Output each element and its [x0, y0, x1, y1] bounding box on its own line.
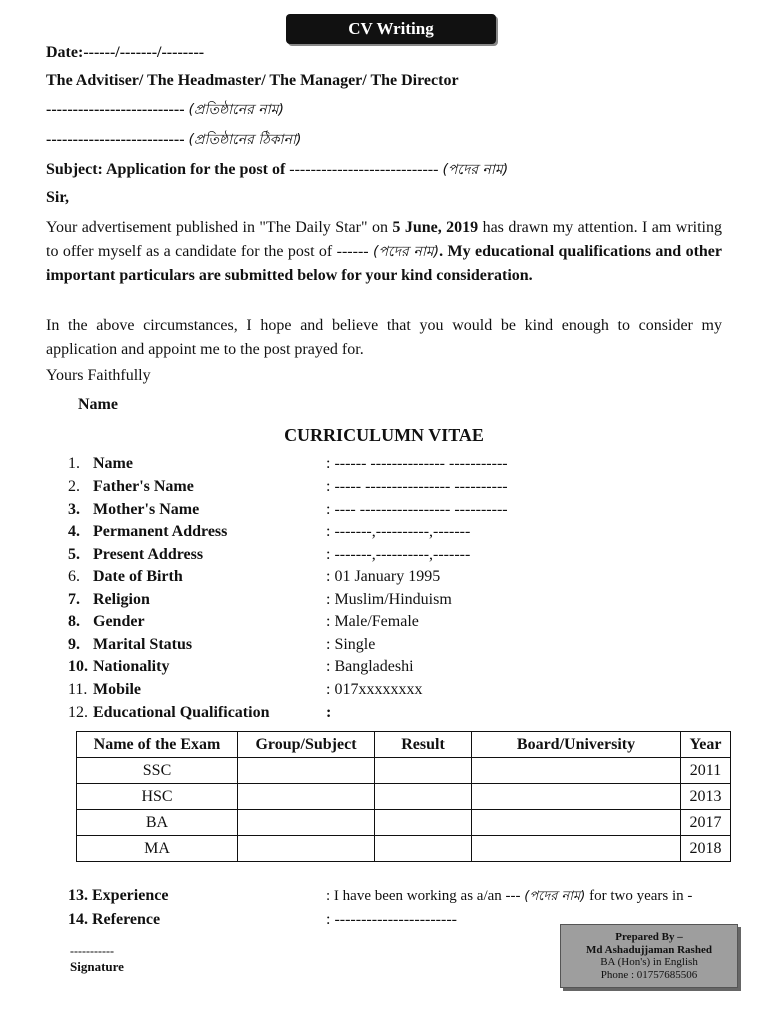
cell-exam: BA	[77, 810, 238, 836]
cv-item-num: 4.	[68, 523, 80, 540]
address-line	[46, 128, 302, 152]
cell-result	[375, 836, 472, 862]
cv-item	[68, 658, 414, 676]
cv-item	[68, 636, 376, 654]
cv-item-label: Educational Qualification	[93, 704, 270, 721]
cell-result	[375, 784, 472, 810]
cv-item-num: 10.	[68, 658, 88, 675]
cv-item-label: Name	[93, 455, 133, 472]
cv-item	[68, 704, 332, 722]
signature-line: -----------	[70, 944, 114, 958]
education-table	[76, 731, 731, 862]
cv-item-num: 7.	[68, 591, 80, 608]
cv-item-num: 12.	[68, 704, 88, 721]
cv-item	[68, 478, 508, 496]
cv-item-num: 1.	[68, 455, 80, 472]
cell-group	[238, 836, 375, 862]
cv-item-label: Nationality	[93, 658, 170, 675]
cv-item-label: Mother's Name	[93, 501, 200, 518]
cv-item-value: : 017xxxxxxxx	[326, 681, 423, 698]
cell-result	[375, 758, 472, 784]
cv-item-num: 3.	[68, 501, 80, 518]
para1-part-b: has drawn my attention. I am writing to offer myself as a candidate for the post of ------	[46, 219, 722, 260]
cv-item-value: : -------,----------,-------	[326, 523, 471, 540]
paragraph-1	[46, 216, 722, 288]
cv-item-num: 11.	[68, 681, 88, 698]
date-line: Date:------/-------/--------	[46, 44, 205, 61]
address-dashes: --------------------------	[46, 131, 185, 148]
prepared-by-box	[560, 924, 738, 988]
cell-result	[375, 810, 472, 836]
cell-year: 2017	[681, 810, 731, 836]
experience-value-a: : I have been working as a/an ---	[326, 888, 525, 904]
cv-item	[68, 681, 423, 699]
cv-item-value: :	[326, 704, 332, 721]
signature-label: Signature	[70, 959, 124, 974]
subject-line	[46, 158, 508, 182]
address-hint: (প্রতিষ্ঠানের ঠিকানা)	[188, 132, 302, 148]
col-board: Board/University	[472, 732, 681, 758]
cell-year: 2013	[681, 784, 731, 810]
para1-date: 5 June, 2019	[392, 219, 479, 236]
subject-hint: (পদের নাম)	[442, 162, 509, 178]
paragraph-2: In the above circumstances, I hope and believe that you would be kind enough to consider my application and appoint me to the post prayed for.	[46, 317, 722, 358]
cell-board	[472, 810, 681, 836]
col-year: Year	[681, 732, 731, 758]
subject-label: Subject: Application for the post of	[46, 161, 286, 178]
experience-hint: (পদের নাম)	[524, 889, 586, 904]
cell-group	[238, 784, 375, 810]
table-row	[77, 810, 731, 836]
cv-item-value: : Single	[326, 636, 376, 653]
cv-item-num: 6.	[68, 568, 80, 585]
prepared-by-title: Prepared By –	[615, 931, 683, 943]
cv-item	[68, 613, 419, 631]
cv-item-num: 2.	[68, 478, 80, 495]
cell-group	[238, 810, 375, 836]
institution-line	[46, 98, 284, 122]
cv-item	[68, 546, 471, 564]
para1-part-c: . My educational qualifications and other important particulars are submitted below for your kind consideration.	[46, 242, 723, 284]
cv-item	[68, 523, 471, 541]
cv-item-value: : ----- ---------------- ----------	[326, 478, 508, 495]
closing: Yours Faithfully	[46, 367, 151, 384]
subject-dashes: ----------------------------	[285, 161, 439, 178]
cv-item-label: Marital Status	[93, 636, 193, 653]
cv-title: CURRICULUMN VITAE	[284, 425, 484, 445]
cv-item-num: 9.	[68, 636, 80, 653]
cell-year: 2018	[681, 836, 731, 862]
cv-item	[68, 455, 508, 473]
cell-board	[472, 758, 681, 784]
cv-item-label: Religion	[93, 591, 150, 608]
salutation: Sir,	[46, 189, 69, 206]
cv-item-value: : -------,----------,-------	[326, 546, 471, 563]
experience-value	[326, 887, 692, 908]
cv-item-num: 5.	[68, 546, 80, 563]
name-label: Name	[78, 396, 118, 413]
cv-item-label: Father's Name	[93, 478, 194, 495]
experience-row	[68, 887, 693, 905]
para1-part-a: Your advertisement published in "The Daily Star" on	[46, 219, 393, 236]
cv-item-label: Date of Birth	[93, 568, 183, 585]
prepared-by-phone: Phone : 01757685506	[600, 968, 698, 981]
col-exam: Name of the Exam	[77, 732, 238, 758]
cell-board	[472, 784, 681, 810]
prepared-by-name: Md Ashadujjaman Rashed	[586, 943, 712, 956]
cv-item-value: : 01 January 1995	[326, 568, 441, 585]
cv-item-value: : Bangladeshi	[326, 658, 414, 675]
cv-item-label: Present Address	[93, 546, 204, 563]
experience-value-b: for two years in -	[585, 888, 693, 904]
cv-item-label: Permanent Address	[93, 523, 228, 540]
cell-year: 2011	[681, 758, 731, 784]
cell-group	[238, 758, 375, 784]
cell-exam: SSC	[77, 758, 238, 784]
header-title: CV Writing	[286, 14, 496, 44]
cv-item-value: : Male/Female	[326, 613, 419, 630]
experience-label: 13. Experience	[68, 887, 169, 904]
cv-item-label: Gender	[93, 613, 145, 630]
cv-item-value: : ---- ----------------- ----------	[326, 501, 508, 518]
recipient-line: The Advitiser/ The Headmaster/ The Manager/ The Director	[46, 72, 459, 89]
cell-exam: MA	[77, 836, 238, 862]
institution-dashes: --------------------------	[46, 101, 185, 118]
cv-item	[68, 591, 452, 609]
table-row	[77, 836, 731, 862]
cv-item-num: 8.	[68, 613, 80, 630]
para1-hint: (পদের নাম)	[373, 243, 440, 260]
col-group: Group/Subject	[238, 732, 375, 758]
institution-hint: (প্রতিষ্ঠানের নাম)	[188, 102, 284, 118]
cv-item	[68, 568, 441, 586]
cv-item	[68, 501, 508, 519]
table-header-row	[77, 732, 731, 758]
reference-value: : -----------------------	[326, 911, 457, 928]
table-row	[77, 758, 731, 784]
reference-label: 14. Reference	[68, 911, 161, 928]
reference-row	[68, 911, 457, 929]
cell-board	[472, 836, 681, 862]
table-row	[77, 784, 731, 810]
cv-item-value: : ------ -------------- -----------	[326, 455, 508, 472]
cv-item-value: : Muslim/Hinduism	[326, 591, 452, 608]
cv-item-label: Mobile	[93, 681, 141, 698]
col-result: Result	[375, 732, 472, 758]
cell-exam: HSC	[77, 784, 238, 810]
prepared-by-degree: BA (Hon's) in English	[600, 956, 698, 968]
